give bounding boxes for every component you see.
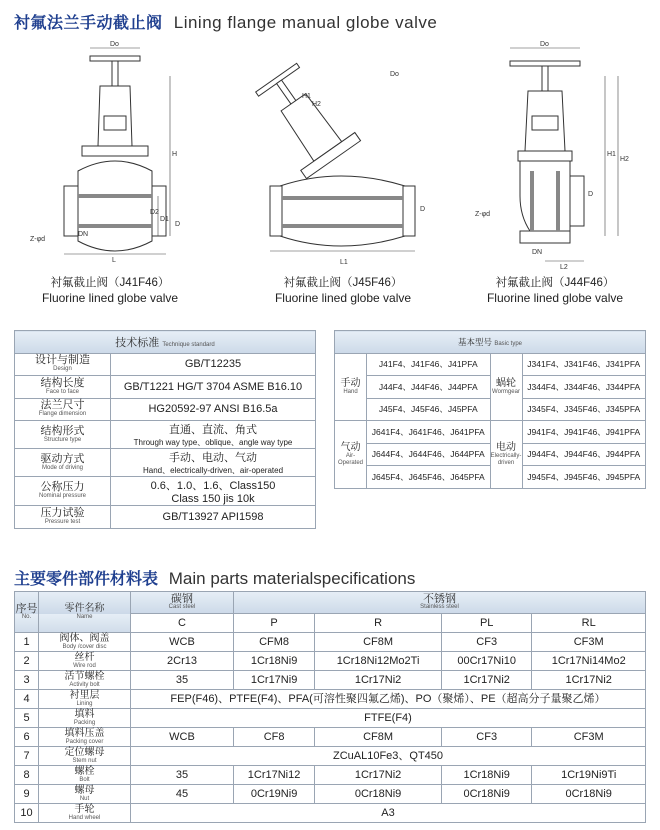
row-value: GB/T13927 API1598 [111, 506, 316, 529]
head-no-zh: 序号 [15, 602, 38, 615]
figure-caption-1-zh: 衬氟截止阀（J41F46） [50, 277, 170, 289]
row-value [111, 421, 316, 449]
dim-h2: H2 [312, 101, 321, 108]
row-span-value: FEP(F46)、PTFE(F4)、PFA(可溶性聚四氟乙烯)、PO（聚烯）、PE（超高分子量聚乙烯） [131, 690, 646, 709]
table-row [15, 652, 646, 671]
model-cell: J644F4、J644F46、J644PFA [367, 443, 491, 466]
dim-l: L [112, 257, 116, 264]
head-cast-en: Cast steel [168, 604, 196, 610]
basic-type-table [334, 330, 646, 489]
row-no: 4 [15, 690, 39, 709]
row-part-name [39, 804, 131, 823]
model-cell: J941F4、J941F46、J941PFA [522, 421, 646, 444]
label-en: Pressure test [44, 518, 81, 525]
materials-title-zh: 主要零件部件材料表 [14, 569, 159, 588]
dim-do: Do [110, 41, 119, 48]
page-title [14, 10, 437, 33]
row-part-name [39, 709, 131, 728]
model-cell: J341F4、J341F46、J341PFA [522, 353, 646, 376]
page-title-en: Lining flange manual globe valve [173, 13, 438, 32]
row-part-name [39, 785, 131, 804]
material-cell: 1Cr19Ni9Ti [532, 766, 646, 785]
dim-h1: H1 [302, 93, 311, 100]
label-en: Mode of driving [41, 464, 84, 471]
material-cell: 1Cr17Ni9 [234, 671, 315, 690]
material-cell: CF3M [532, 633, 646, 652]
figure-caption-2-zh: 衬氟截止阀（J45F46） [283, 277, 403, 289]
row-label [15, 398, 111, 421]
group-zh: 蜗轮 [496, 377, 516, 389]
row-part-name [39, 766, 131, 785]
part-en: Stem nut [72, 757, 97, 764]
row-label [15, 421, 111, 449]
header-zh: 基本型号 [457, 336, 492, 347]
material-cell: 0Cr18Ni9 [315, 785, 442, 804]
materials-head-row [15, 592, 646, 614]
page-title-zh: 衬氟法兰手动截止阀 [14, 13, 163, 32]
dim-h2-3: H2 [620, 156, 629, 163]
material-cell: 0Cr19Ni9 [234, 785, 315, 804]
head-stainless [234, 592, 646, 614]
dim-d-2: D [420, 206, 426, 213]
group-label [490, 353, 522, 421]
row-no: 2 [15, 652, 39, 671]
group-en: Hand [343, 388, 358, 395]
row-part-name [39, 671, 131, 690]
figure-caption-3-zh: 衬氟截止阀（J44F46） [495, 277, 615, 289]
valve-drawing-j41 [20, 36, 200, 276]
figure-caption-2 [258, 276, 428, 306]
dim-l1: L1 [340, 259, 348, 266]
part-en: Body /cover disc [62, 643, 107, 650]
material-cell: 1Cr17Ni14Mo2 [532, 652, 646, 671]
row-value [111, 449, 316, 477]
material-cell: 1Cr17Ni2 [315, 671, 442, 690]
row-no: 10 [15, 804, 39, 823]
table-row [15, 376, 316, 399]
row-part-name [39, 747, 131, 766]
group-zh: 手动 [340, 377, 361, 389]
grade-rl: RL [532, 614, 646, 633]
group-label [490, 421, 522, 489]
head-cast-zh: 碳钢 [171, 593, 193, 605]
label-zh: 法兰尺寸 [40, 399, 85, 412]
header-en: Basic type [494, 340, 523, 347]
material-cell: CFM8 [234, 633, 315, 652]
group-label [335, 353, 367, 421]
material-cell: CF8M [315, 728, 442, 747]
dim-d1: D1 [160, 216, 169, 223]
table-row [15, 633, 646, 652]
material-cell: 0Cr18Ni9 [441, 785, 531, 804]
table-row [15, 690, 646, 709]
label-en: Structure type [43, 436, 82, 443]
table-row [15, 747, 646, 766]
material-cell: CF3M [532, 728, 646, 747]
row-value [111, 477, 316, 506]
table-row [15, 506, 316, 529]
row-label [15, 376, 111, 399]
value-line-1: 0.6、1.0、1.6、Class150 [150, 480, 276, 492]
head-stainless-zh: 不锈钢 [423, 593, 456, 605]
material-cell: 35 [131, 766, 234, 785]
part-zh: 定位螺母 [64, 746, 105, 758]
dim-d-3: D [588, 191, 594, 198]
table-row [15, 398, 316, 421]
dim-dn: DN [78, 231, 89, 238]
part-zh: 螺栓 [74, 765, 95, 777]
part-zh: 丝杆 [74, 651, 95, 663]
material-cell: 45 [131, 785, 234, 804]
material-cell: 1Cr17Ni2 [441, 671, 531, 690]
material-cell: WCB [131, 728, 234, 747]
material-cell: 0Cr18Ni9 [532, 785, 646, 804]
table-row [335, 353, 646, 376]
dim-do-3: Do [540, 41, 549, 48]
material-cell: 1Cr17Ni12 [234, 766, 315, 785]
material-cell: 35 [131, 671, 234, 690]
dim-dn-3: DN [532, 249, 543, 256]
label-zh: 公称压力 [40, 481, 85, 493]
label-zh: 结构形式 [40, 424, 85, 437]
table-row [15, 421, 316, 449]
part-en: Nut [79, 795, 90, 802]
table-row [15, 709, 646, 728]
table-row [15, 766, 646, 785]
head-no [15, 592, 39, 633]
model-cell: J41F4、J41F46、J41PFA [367, 353, 491, 376]
grade-pl: PL [441, 614, 531, 633]
table-row [15, 477, 316, 506]
model-cell: J945F4、J945F46、J945PFA [522, 466, 646, 489]
material-cell: 1Cr18Ni9 [234, 652, 315, 671]
head-name-en: Name [76, 613, 93, 620]
material-cell: CF8 [234, 728, 315, 747]
row-part-name [39, 728, 131, 747]
row-value: GB/T1221 HG/T 3704 ASME B16.10 [111, 376, 316, 399]
row-span-value: A3 [131, 804, 646, 823]
value-line-2: Through way type、oblique、angle way type [133, 438, 293, 447]
materials-title [14, 566, 415, 589]
group-label [335, 421, 367, 489]
group-zh: 气动 [340, 441, 361, 453]
row-span-value: ZCuAL10Fe3、QT450 [131, 747, 646, 766]
label-zh: 压力试验 [40, 506, 85, 519]
part-zh: 螺母 [74, 784, 95, 796]
model-cell: J44F4、J44F46、J44PFA [367, 376, 491, 399]
dim-h1-3: H1 [607, 151, 616, 158]
row-no: 7 [15, 747, 39, 766]
row-span-value: FTFE(F4) [131, 709, 646, 728]
material-cell: 00Cr17Ni10 [441, 652, 531, 671]
material-cell: CF3 [441, 633, 531, 652]
grade-c: C [131, 614, 234, 633]
table-row [15, 671, 646, 690]
part-zh: 填料压盖 [64, 727, 105, 739]
part-en: Packing cover [65, 738, 104, 745]
label-zh: 驱动方式 [40, 452, 85, 465]
model-cell: J641F4、J641F46、J641PFA [367, 421, 491, 444]
row-label [15, 506, 111, 529]
model-cell: J944F4、J944F46、J944PFA [522, 443, 646, 466]
dim-do-2: Do [390, 71, 399, 78]
material-cell: 1Cr18Ni12Mo2Ti [315, 652, 442, 671]
part-zh: 手轮 [74, 803, 95, 815]
label-en: Nominal pressure [38, 493, 87, 499]
dim-z-3: Z-φd [475, 211, 491, 218]
materials-title-en: Main parts materialspecifications [168, 569, 416, 588]
head-stainless-en: Stainless steel [420, 604, 459, 610]
part-en: Lining [76, 700, 93, 707]
part-en: Wire rod [73, 662, 96, 669]
model-cell: J344F4、J344F46、J344PFA [522, 376, 646, 399]
dim-l2: L2 [560, 264, 568, 271]
basic-type-header [335, 331, 646, 354]
row-part-name [39, 633, 131, 652]
label-zh: 结构长度 [40, 376, 85, 389]
value-line-2: Hand、electrically-driven、air-operated [142, 466, 284, 475]
group-en: Electrically-driven [490, 452, 522, 466]
figure-caption-3-en: Fluorine lined globe valve [486, 291, 624, 305]
table-row [15, 804, 646, 823]
row-part-name [39, 652, 131, 671]
group-en: Air-Operated [337, 452, 364, 466]
table-row [15, 728, 646, 747]
head-cast [131, 592, 234, 614]
material-cell: 1Cr17Ni2 [532, 671, 646, 690]
figure-caption-1 [25, 276, 195, 306]
figure-caption-3 [470, 276, 640, 306]
part-en: Hand wheel [68, 814, 101, 821]
technique-standard-table [14, 330, 316, 529]
part-en: Bolt [79, 776, 90, 783]
row-part-name [39, 690, 131, 709]
group-en: Wormgear [492, 388, 520, 395]
value-line-1: 直通、直流、角式 [169, 424, 257, 436]
table-row [15, 449, 316, 477]
material-cell: 2Cr13 [131, 652, 234, 671]
materials-table [14, 591, 646, 823]
table-row [335, 421, 646, 444]
row-label [15, 477, 111, 506]
row-no: 1 [15, 633, 39, 652]
material-cell: 1Cr17Ni2 [315, 766, 442, 785]
material-cell: 1Cr18Ni9 [441, 766, 531, 785]
dim-d: D [175, 221, 181, 228]
part-zh: 阀体、阀盖 [59, 632, 110, 644]
dim-h: H [172, 151, 178, 158]
row-no: 8 [15, 766, 39, 785]
model-cell: J645F4、J645F46、J645PFA [367, 466, 491, 489]
model-cell: J45F4、J45F46、J45PFA [367, 398, 491, 421]
part-zh: 活节螺栓 [64, 670, 105, 682]
material-cell: CF3 [441, 728, 531, 747]
material-cell: CF8M [315, 633, 442, 652]
part-zh: 衬里层 [69, 689, 100, 701]
label-en: Design [53, 366, 72, 373]
row-no: 5 [15, 709, 39, 728]
header-en: Technique standard [162, 341, 215, 348]
table-row [15, 785, 646, 804]
row-label [15, 353, 111, 376]
head-name-zh: 零件名称 [64, 602, 105, 614]
group-zh: 电动 [496, 441, 516, 453]
value-line-2: Class 150 jis 10k [171, 493, 255, 505]
value-line-1: 手动、电动、气动 [169, 452, 257, 464]
material-cell: WCB [131, 633, 234, 652]
grade-p: P [234, 614, 315, 633]
label-en: Flange dimension [38, 411, 87, 418]
table-row [15, 353, 316, 376]
header-zh: 技术标准 [115, 336, 160, 349]
row-no: 3 [15, 671, 39, 690]
technique-standard-header [15, 331, 316, 354]
row-value: HG20592-97 ANSI B16.5a [111, 398, 316, 421]
label-zh: 设计与制造 [35, 354, 90, 367]
figure-caption-1-en: Fluorine lined globe valve [41, 291, 179, 305]
part-en: Activity bolt [69, 681, 100, 688]
grade-r: R [315, 614, 442, 633]
head-no-en: No. [21, 613, 32, 620]
part-en: Packing [73, 719, 96, 726]
row-value: GB/T12235 [111, 353, 316, 376]
valve-drawing-j45 [240, 36, 440, 276]
part-zh: 填料 [74, 708, 95, 720]
figure-caption-2-en: Fluorine lined globe valve [274, 291, 412, 305]
head-name [39, 592, 131, 633]
row-no: 9 [15, 785, 39, 804]
label-en: Face to face [45, 388, 80, 395]
model-cell: J345F4、J345F46、J345PFA [522, 398, 646, 421]
dim-d2: D2 [150, 209, 159, 216]
dim-z: Z-φd [30, 236, 46, 243]
row-no: 6 [15, 728, 39, 747]
row-label [15, 449, 111, 477]
valve-drawing-j44 [470, 36, 650, 276]
